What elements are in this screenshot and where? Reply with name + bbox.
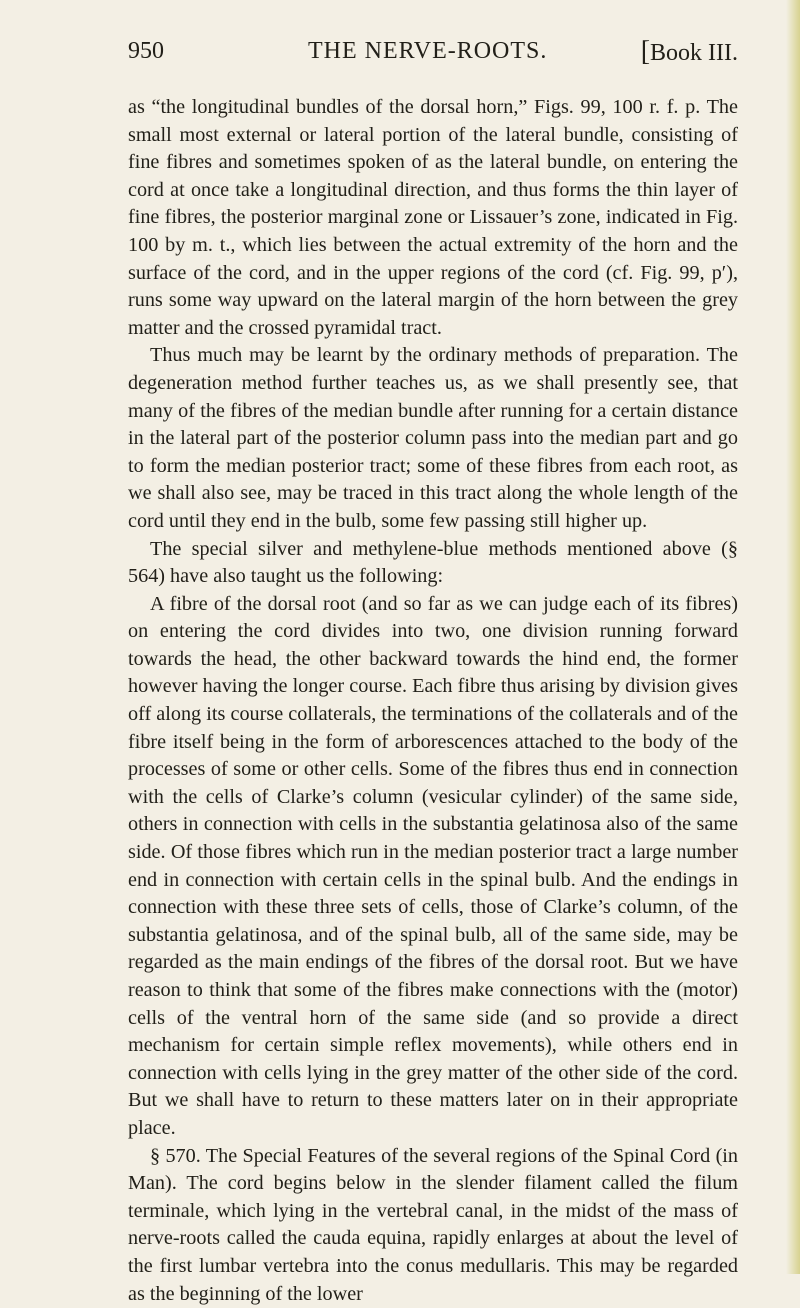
running-header [128, 38, 738, 78]
paragraph-3: The special silver and methylene-blue methods mentioned above (§ 564) have also taught us the following: [128, 537, 738, 588]
paragraph-1: as “the longitudinal bundles of the dorsal horn,” Figs. 99, 100 r. f. p. The small most external or lateral portion of the lateral bundle, consisting of fine fibres and sometimes spoken of as the lateral bundle, on entering the cord at once take a longitudinal direction, and thus forms the thin layer of fine fibres, the posterior marginal zone or Lissauer’s zone, indicated in Fig. 100 by m. t., which lies between the actual extremity of the horn and the surface of the cord, and in the upper regions of the cord (cf. Fig. 99, p′), runs some way upward on the lateral margin of the horn between the grey matter and the crossed pyramidal tract. [128, 96, 738, 339]
page-number: 950 [128, 38, 164, 64]
page-edge-shadow [786, 0, 800, 1274]
paragraph-5: § 570. The Special Features of the several regions of the Spinal Cord (in Man). The cord begins below in the slender filament called the filum terminale, which lying in the vertebral canal, in the midst of the mass of nerve-roots called the cauda equina, rapidly enlarges at about the level of the first lumbar vertebra into the conus medullaris. This may be regarded as the beginning of the lower [128, 1144, 738, 1305]
running-title: THE NERVE-ROOTS. [308, 38, 548, 64]
paragraph-4: A fibre of the dorsal root (and so far as we can judge each of its fibres) on entering the cord divides into two, one division running forward towards the head, the other backward towards the hind end, the former however having the longer course. Each fibre thus arising by division gives off along its course collaterals, the terminations of the collaterals and of the fibre itself being in the form of arborescences attached to the body of the processes of some or other cells. Some of the fibres thus end in connection with the cells of Clarke’s column (vesicular cylinder) of the same side, others in connection with cells in the substantia gelatinosa also of the same side. Of those fibres which run in the median posterior tract a large number end in connection with certain cells in the spinal bulb. And the endings in connection with these three sets of cells, those of Clarke’s column, of the substantia gelatinosa, and of the spinal bulb, all of the same side, may be regarded as the main endings of the fibres of the dorsal root. But we have reason to think that some of the fibres make connections with the (motor) cells of the ventral horn of the same side (and so provide a direct mechanism for certain simple reflex movements), while others end in connection with cells lying in the grey matter of the other side of the cord. But we shall have to return to these matters later on in their appropriate place. [128, 592, 738, 1139]
section-reference: [Book III. [640, 36, 738, 67]
paragraph-2: Thus much may be learnt by the ordinary methods of preparation. The degeneration method further teaches us, as we shall presently see, that many of the fibres of the median bundle after running for a certain distance in the lateral part of the posterior column pass into the median part and go to form the median posterior tract; some of these fibres from each root, as we shall also see, may be traced in this tract along the whole length of the cord until they end in the bulb, some few passing still higher up. [128, 344, 738, 532]
body-text [128, 94, 738, 1308]
